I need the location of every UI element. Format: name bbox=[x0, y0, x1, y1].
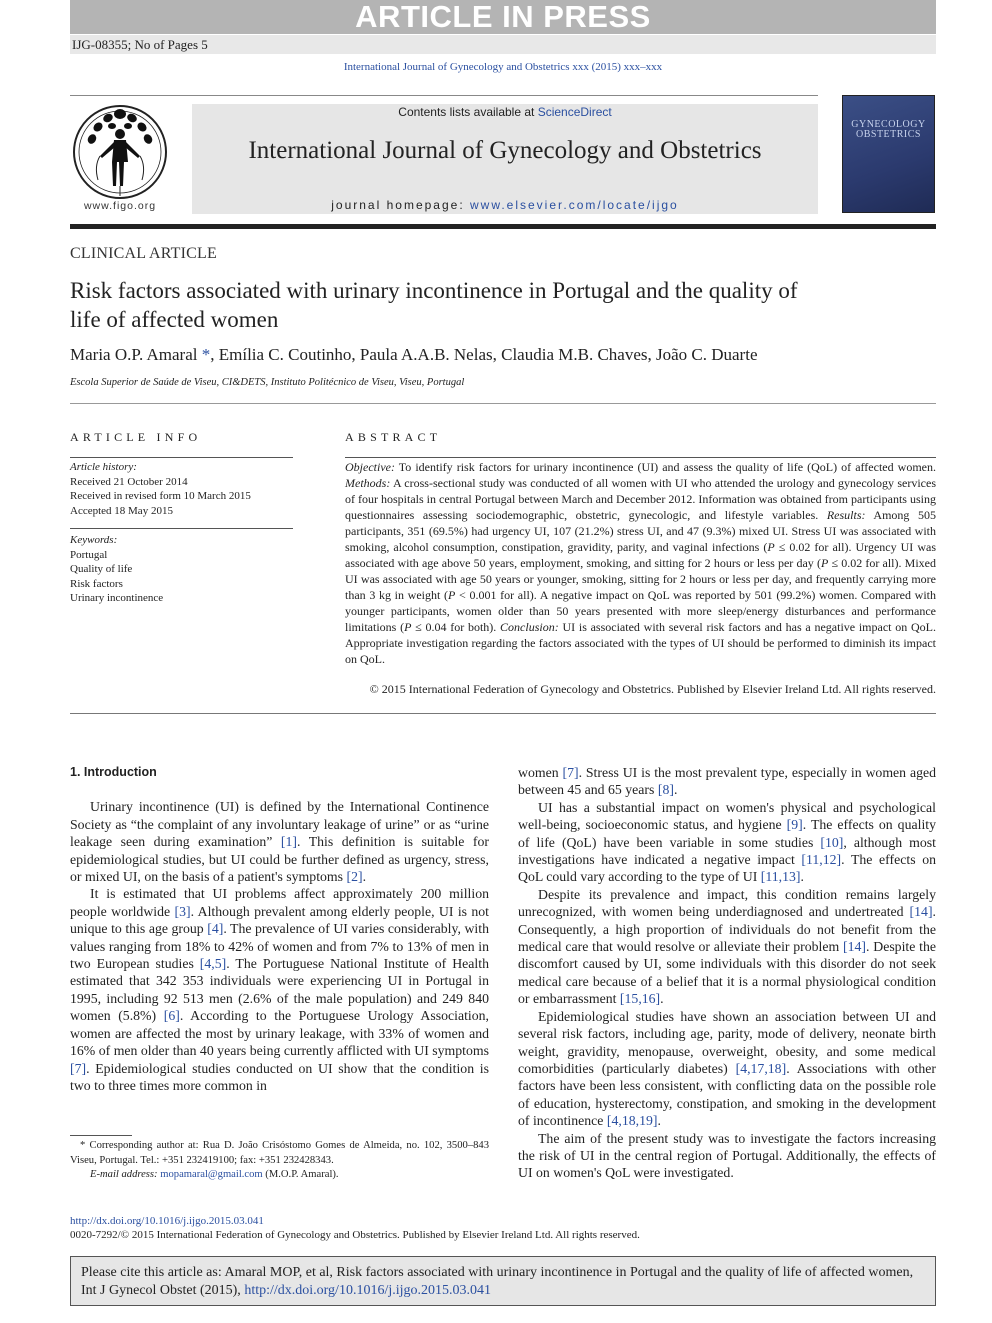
citation-link[interactable]: [9] bbox=[786, 817, 803, 833]
text: . bbox=[800, 869, 804, 885]
conclusion-text: UI is associated with several risk factors and has a negative impact on QoL. Appropriate investigation regarding the factors associated with the types of UI should be performed to diminish its impact on QoL. bbox=[345, 620, 936, 666]
intro-heading: 1. Introduction bbox=[70, 765, 157, 779]
paragraph bbox=[518, 1008, 936, 1130]
body-left-column bbox=[70, 764, 489, 1094]
keyword: Urinary incontinence bbox=[70, 592, 164, 604]
methods-text: A cross-sectional study was conducted of all women with UI who attended the urology and gynecology services of four hospitals in central Portugal between March and December 2012. Information was obtained from participants using questionnaires assessing sociodemographic, obstetric, gynecologic, and lifestyle variables. bbox=[345, 476, 936, 522]
text: . Although prevalent among elderly people, UI is not unique to this age group bbox=[70, 903, 490, 937]
figo-logo-icon bbox=[70, 100, 170, 216]
paragraph bbox=[70, 798, 489, 885]
citation-link[interactable]: [3] bbox=[174, 903, 191, 919]
figo-url: www.figo.org bbox=[83, 200, 157, 212]
footnote-address bbox=[70, 1139, 489, 1168]
header-thick-rule bbox=[70, 224, 936, 229]
paragraph: The aim of the present study was to investigate the factors increasing the risk of UI in the central region of Portugal. Additionally, the effects of UI on women's QoL were investigated. bbox=[518, 1130, 936, 1181]
citation-link[interactable]: [14] bbox=[909, 904, 933, 920]
divider bbox=[70, 528, 293, 529]
conclusion-label: Conclusion: bbox=[500, 620, 559, 634]
citation-link[interactable]: [4,17,18] bbox=[735, 1060, 787, 1076]
citation-link[interactable]: [11,13] bbox=[760, 869, 801, 885]
first-author: Maria O.P. Amaral bbox=[70, 345, 202, 364]
text: . bbox=[660, 991, 664, 1007]
text: . This definition is suitable for epidemiological studies, but UI could be further defined as urgency, stress, or mixed UI, on the basis of a patient's symptoms bbox=[70, 834, 490, 885]
keyword: Portugal bbox=[70, 548, 108, 561]
journal-cover-title bbox=[842, 120, 935, 140]
text: . The Portuguese National Institute of Health estimated that 342 353 individuals were experiencing UI in Portugal in 1995, including 92 513 men (2.6% of the male population) and 249 840 women (5.8%) bbox=[70, 956, 489, 1024]
footnote-email bbox=[70, 1168, 489, 1183]
results-text: ≤ 0.02 for all). Urgency UI was associated with age above 50 years, employment, smoking, and sitting for 2 hours or less per day ( bbox=[345, 540, 936, 570]
issn-copyright: 0020-7292/© 2015 International Federation of Gynecology and Obstetrics. Published by Elsevier Ireland Ltd. All rights reserved. bbox=[70, 1229, 640, 1241]
text: Urinary incontinence (UI) is defined by the International Continence Society as “the complaint of any involuntary leakage of urine” or as “urine leakage seen during examination” bbox=[70, 799, 489, 850]
manuscript-id-row bbox=[70, 35, 936, 54]
contents-prefix: Contents lists available at bbox=[398, 105, 538, 119]
results-text: Among 505 participants, 351 (69.5%) had urgency UI, 107 (21.2%) stress UI, and 47 (9.3%) mixed UI. Stress UI was associated with smoking, alcohol consumption, constipation, gravidity, parity, and vaginal infections ( bbox=[345, 508, 936, 554]
abstract-text bbox=[345, 459, 936, 667]
accepted-date: Accepted 18 May 2015 bbox=[70, 504, 173, 517]
keywords bbox=[70, 533, 293, 606]
revised-date: Received in revised form 10 March 2015 bbox=[70, 490, 251, 502]
corresponding-author-link[interactable]: * bbox=[201, 345, 211, 364]
citation-link[interactable]: [6] bbox=[163, 1008, 180, 1024]
footnote-text: Corresponding author at: Rua D. João Crisóstomo Gomes de Almeida, no. 102, 3500–843 Viseu, Portugal. Tel.: +351 232419100; fax: +351 232428343. bbox=[70, 1140, 489, 1166]
journal-homepage-line bbox=[192, 198, 818, 212]
text: . Stress UI is the most prevalent type, especially in women aged between 45 and 65 years bbox=[518, 765, 936, 798]
text: Epidemiological studies have shown an association between UI and several risk factors, including age, parity, mode of delivery, neonate birth weight, gravidity, menopause, overweight, obesity, and some medical comorbidities (particularly diabetes) bbox=[518, 1008, 936, 1076]
footnote-star: * bbox=[80, 1140, 86, 1151]
section-label: CLINICAL ARTICLE bbox=[70, 245, 217, 262]
body-right-column bbox=[518, 764, 936, 1182]
citation-link[interactable]: [4,5] bbox=[199, 956, 227, 972]
homepage-link[interactable]: www.elsevier.com/locate/ijgo bbox=[470, 198, 679, 212]
citation-link[interactable]: [4,18,19] bbox=[606, 1113, 658, 1129]
author-list bbox=[70, 345, 936, 365]
paragraph bbox=[70, 885, 489, 1094]
text: . bbox=[657, 1113, 661, 1129]
text: , although most investigations have indicated a negative impact bbox=[518, 834, 936, 868]
keyword: Risk factors bbox=[70, 577, 123, 590]
history-label: Article history: bbox=[70, 461, 137, 473]
citation-link[interactable]: [8] bbox=[657, 782, 674, 798]
text: . bbox=[673, 782, 678, 798]
contents-available-line bbox=[192, 105, 818, 119]
results-text: < 0.001 for all). A negative impact on QoL was reported by 501 (99.2%) women. Compared with younger participants, women older than 50 years presented with more sleep/energy disturbances and performance limitations ( bbox=[345, 588, 936, 634]
citation-link[interactable]: [10] bbox=[820, 834, 844, 850]
citation-link[interactable]: [2] bbox=[346, 869, 363, 885]
cover-line-2: OBSTETRICS bbox=[855, 129, 921, 140]
citation-link[interactable]: [7] bbox=[562, 765, 579, 780]
manuscript-id: IJG-08355; No of Pages 5 bbox=[72, 37, 208, 52]
corresponding-author-footnote bbox=[70, 1139, 489, 1183]
p-value-symbol: P bbox=[404, 620, 412, 634]
paragraph bbox=[518, 764, 936, 799]
keywords-label: Keywords: bbox=[70, 534, 118, 546]
text: . The effects on quality of life (QoL) have been variable in some studies bbox=[518, 817, 937, 850]
citation-link[interactable]: [15,16] bbox=[619, 991, 661, 1007]
text: It is estimated that UI problems affect approximately 200 million people worldwide bbox=[70, 886, 489, 919]
p-value-symbol: P bbox=[767, 540, 775, 554]
p-value-symbol: P bbox=[820, 556, 829, 570]
header-top-rule bbox=[70, 95, 818, 96]
citation-link[interactable]: [14] bbox=[843, 939, 867, 955]
citation-link[interactable]: [1] bbox=[280, 834, 298, 850]
text: . Despite the discomfort caused by UI, some individuals with this disorder do not seek medical care because of a belief that it is a normal physiological condition or embarrassment bbox=[518, 939, 936, 1007]
email-label: E-mail address: bbox=[90, 1169, 161, 1180]
results-text: ≤ 0.04 for both). bbox=[411, 620, 501, 634]
paragraph bbox=[518, 799, 936, 886]
email-link[interactable]: mopamaral@gmail.com bbox=[160, 1169, 263, 1180]
other-authors: , Emília C. Coutinho, Paula A.A.B. Nelas, Claudia M.B. Chaves, João C. Duarte bbox=[210, 345, 758, 364]
objective-text: To identify risk factors for urinary incontinence (UI) and assess the quality of life (QoL) of affected women. bbox=[394, 460, 936, 474]
article-info-heading: ARTICLE INFO bbox=[70, 430, 202, 444]
citation-box bbox=[70, 1256, 936, 1306]
text: Despite its prevalence and impact, this condition remains largely unrecognized, with women being underdiagnosed and undertreated bbox=[518, 886, 936, 920]
divider bbox=[70, 403, 936, 404]
homepage-prefix: journal homepage: bbox=[331, 198, 470, 212]
text: UI has a substantial impact on women's physical and psychological well-being, socioeconomic status, and hygiene bbox=[518, 799, 936, 833]
affiliation: Escola Superior de Saúde de Viseu, CI&DETS, Instituto Politécnico de Viseu, Viseu, Portugal bbox=[70, 377, 465, 388]
text: . bbox=[362, 869, 367, 885]
divider bbox=[345, 457, 936, 458]
citation-link[interactable]: [11,12] bbox=[801, 852, 842, 868]
email-suffix: (M.O.P. Amaral). bbox=[262, 1169, 339, 1180]
text: . According to the Portuguese Urology Association, women are affected the most by urinary leakage, with 33% of women and 16% of men older than 40 years being currently afflicted with UI symptoms bbox=[70, 1008, 489, 1059]
sciencedirect-link[interactable]: ScienceDirect bbox=[537, 105, 612, 119]
abstract-heading: ABSTRACT bbox=[345, 430, 442, 444]
divider bbox=[70, 713, 936, 714]
citation-link[interactable]: [4] bbox=[207, 921, 224, 937]
journal-cover-thumbnail bbox=[842, 95, 935, 213]
cite-text: Please cite this article as: Amaral MOP, et al, Risk factors associated with urinary incontinence in Portugal and the quality of life of affected women, Int J Gynecol Obstet (2015), bbox=[81, 1265, 914, 1298]
text: women bbox=[518, 765, 563, 780]
text: . Consequently, a high proportion of individuals do not benefit from the medical care that would resolve or alleviate their problem bbox=[518, 904, 936, 955]
article-history bbox=[70, 460, 293, 518]
article-title: Risk factors associated with urinary incontinence in Portugal and the quality of life of affected women bbox=[70, 278, 798, 332]
doi-link[interactable]: http://dx.doi.org/10.1016/j.ijgo.2015.03.041 bbox=[70, 1215, 264, 1227]
objective-label: Objective: bbox=[345, 460, 395, 474]
divider bbox=[70, 457, 293, 458]
keyword: Quality of life bbox=[70, 563, 133, 575]
article-in-press-banner: ARTICLE IN PRESS bbox=[70, 0, 936, 34]
p-value-symbol: P bbox=[448, 588, 456, 602]
footnote-rule bbox=[70, 1135, 132, 1136]
text: . The prevalence of UI varies considerably, with values ranging from 18% to 42% of women and from 7% to 13% of men in two European studies bbox=[70, 921, 490, 972]
received-date: Received 21 October 2014 bbox=[70, 475, 188, 488]
text: . The effects on QoL could vary according to the type of UI bbox=[518, 852, 936, 885]
abstract-copyright: © 2015 International Federation of Gynecology and Obstetrics. Published by Elsevier Ireland Ltd. All rights reserved. bbox=[369, 682, 936, 696]
cite-doi-link[interactable]: http://dx.doi.org/10.1016/j.ijgo.2015.03.041 bbox=[244, 1283, 492, 1298]
text: . Epidemiological studies conducted on UI show that the condition is two to three times more common in bbox=[70, 1060, 489, 1093]
journal-title: International Journal of Gynecology and Obstetrics bbox=[248, 137, 762, 164]
text: . Associations with other factors have been less consistent, with conflicting data on the possible role of education, hysterectomy, constipation, and smoking in the development of incontinence bbox=[518, 1060, 936, 1129]
cover-line-1: GYNECOLOGY bbox=[851, 119, 926, 130]
paragraph bbox=[518, 886, 936, 1008]
methods-label: Methods: bbox=[345, 476, 391, 490]
journal-ref-link[interactable]: International Journal of Gynecology and Obstetrics xxx (2015) xxx–xxx bbox=[343, 61, 663, 73]
results-label: Results: bbox=[826, 508, 866, 522]
citation-link[interactable]: [7] bbox=[70, 1060, 87, 1076]
results-text: ≤ 0.02 for all). Mixed UI was associated with age 50 years or younger, smoking, sitting for 2 hours or less per day, and frequently carrying more than 3 kg in weight ( bbox=[345, 556, 936, 602]
